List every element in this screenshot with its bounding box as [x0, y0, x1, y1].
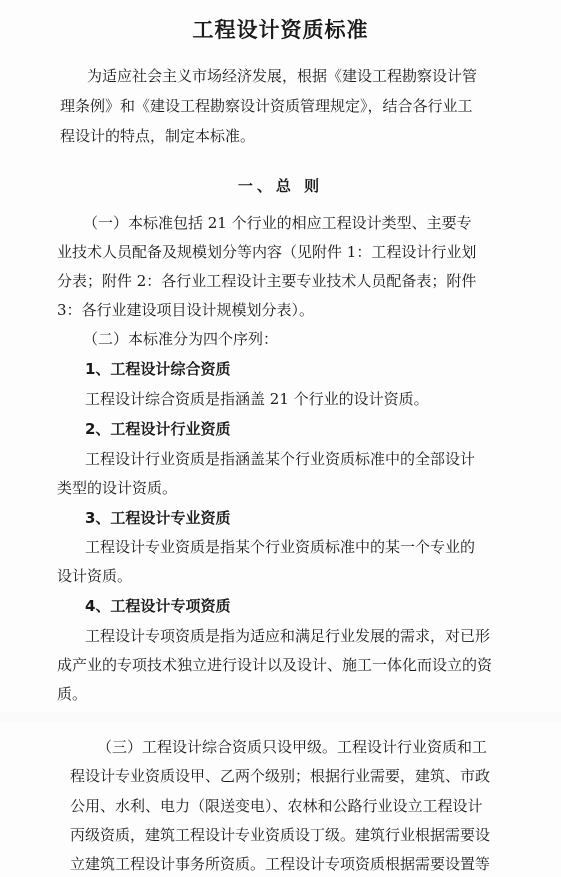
page-break-gap	[0, 712, 561, 722]
intro-line-1: 为适应社会主义市场经济发展，根据《建设工程勘察设计管	[87, 67, 478, 85]
section-heading: 一、总 则	[237, 177, 324, 195]
item4-text-line-3: 质。	[57, 685, 88, 703]
item1-heading: 1、工程设计综合资质	[85, 360, 231, 378]
clause1-line-2: 业技术人员配备及规模划分等内容（见附件 1：工程设计行业划	[57, 243, 477, 261]
item3-text-line-1: 工程设计专业资质是指某个行业资质标准中的某一个专业的	[85, 538, 476, 556]
item1-text-line-1: 工程设计综合资质是指涵盖 21 个行业的设计资质。	[85, 390, 429, 408]
clause1-line-3: 分表；附件 2：各行业工程设计主要专业技术人员配备表；附件	[57, 272, 477, 290]
item2-heading: 2、工程设计行业资质	[85, 420, 231, 438]
document-title: 工程设计资质标准	[192, 18, 369, 42]
clause3-line-5: 立建筑工程设计事务所资质。工程设计专项资质根据需要设置等	[70, 855, 491, 873]
intro-line-2: 理条例》和《建设工程勘察设计资质管理规定》，结合各行业工	[60, 97, 473, 115]
clause1-line-4: 3：各行业建设项目设计规模划分表）。	[57, 301, 315, 319]
clause3-line-2: 程设计专业资质设甲、乙两个级别；根据行业需要，建筑、市政	[70, 767, 491, 785]
intro-line-3: 程设计的特点，制定本标准。	[60, 127, 256, 145]
item4-text-line-1: 工程设计专项资质是指为适应和满足行业发展的需求，对已形	[85, 627, 491, 645]
item3-text-line-2: 设计资质。	[57, 567, 133, 585]
item4-text-line-2: 成产业的专项技术独立进行设计以及设计、施工一体化而设立的资	[57, 656, 493, 674]
clause1-line-1: （一）本标准包括 21 个行业的相应工程设计类型、主要专	[83, 214, 472, 232]
clause3-line-3: 公用、水利、电力（限送变电）、农林和公路行业设立工程设计	[70, 797, 483, 815]
clause2-line: （二）本标准分为四个序列：	[83, 330, 279, 348]
item2-text-line-2: 类型的设计资质。	[57, 479, 178, 497]
item4-heading: 4、工程设计专项资质	[85, 597, 231, 615]
clause3-line-1: （三）工程设计综合资质只设甲级。工程设计行业资质和工	[97, 738, 488, 756]
item2-text-line-1: 工程设计行业资质是指涵盖某个行业资质标准中的全部设计	[85, 450, 476, 468]
item3-heading: 3、工程设计专业资质	[85, 509, 231, 527]
clause3-line-4: 丙级资质，建筑工程设计专业资质设丁级。建筑行业根据需要设	[70, 826, 491, 844]
